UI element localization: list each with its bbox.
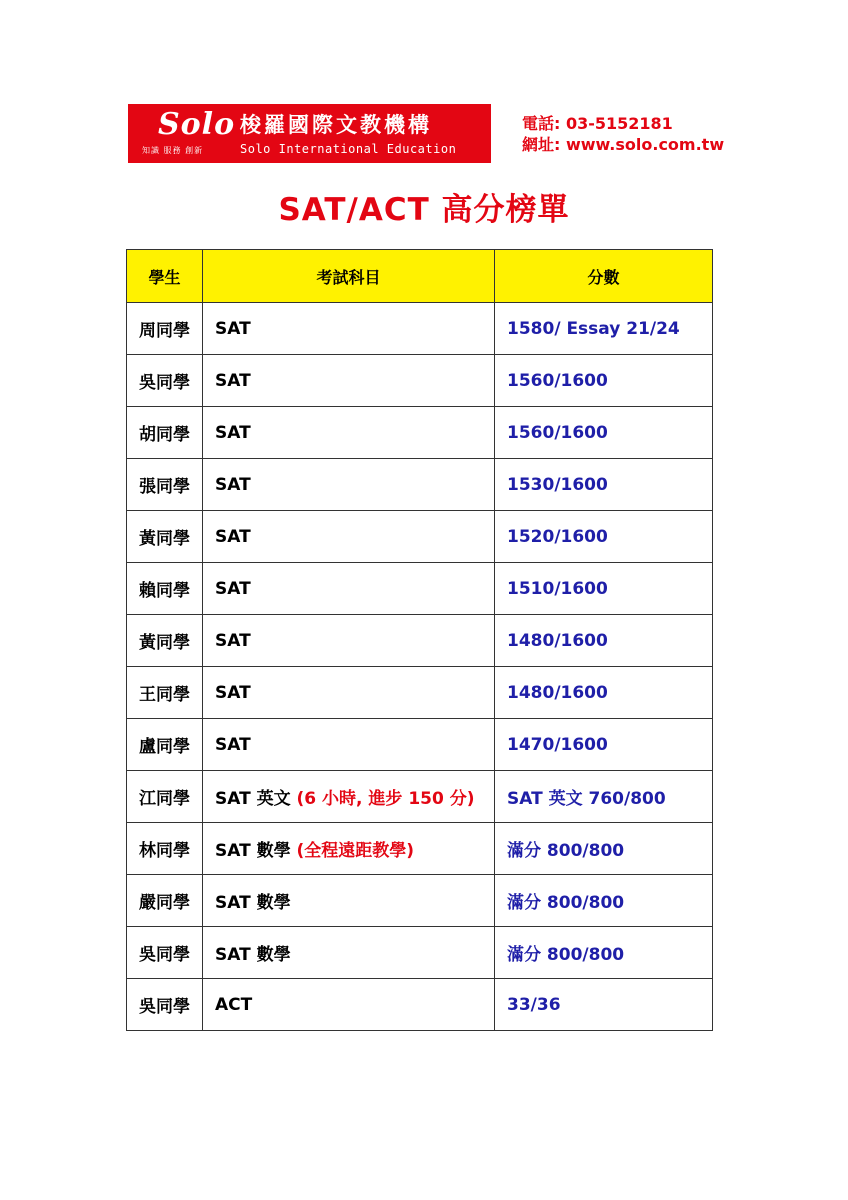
table-row bbox=[127, 563, 713, 615]
subject-text: SAT bbox=[215, 422, 251, 443]
contact-info bbox=[522, 113, 724, 155]
subject-text: SAT 數學 bbox=[215, 841, 297, 861]
cell-student: 嚴同學 bbox=[127, 875, 203, 927]
cell-subject bbox=[203, 719, 495, 771]
table-row bbox=[127, 667, 713, 719]
cell-student: 吳同學 bbox=[127, 927, 203, 979]
cell-student: 周同學 bbox=[127, 303, 203, 355]
table-row bbox=[127, 979, 713, 1031]
scores-table bbox=[126, 249, 713, 1031]
cell-subject bbox=[203, 615, 495, 667]
cell-subject bbox=[203, 355, 495, 407]
cell-subject bbox=[203, 771, 495, 823]
logo-banner bbox=[128, 104, 491, 163]
table-row bbox=[127, 615, 713, 667]
page-title: SAT/ACT 高分榜單 bbox=[278, 192, 570, 228]
table-row bbox=[127, 459, 713, 511]
table-row bbox=[127, 927, 713, 979]
table-row bbox=[127, 875, 713, 927]
cell-student: 黃同學 bbox=[127, 511, 203, 563]
header-subject: 考試科目 bbox=[203, 250, 495, 303]
contact-phone: 電話: 03-5152181 bbox=[522, 114, 673, 133]
table-row bbox=[127, 407, 713, 459]
cell-score: SAT 英文 760/800 bbox=[495, 771, 713, 823]
cell-subject bbox=[203, 979, 495, 1031]
cell-subject bbox=[203, 927, 495, 979]
cell-student: 賴同學 bbox=[127, 563, 203, 615]
table-row bbox=[127, 511, 713, 563]
cell-score: 1480/1600 bbox=[495, 667, 713, 719]
logo-brand: Solo bbox=[158, 107, 236, 142]
cell-score: 1510/1600 bbox=[495, 563, 713, 615]
subject-note: (全程遠距教學) bbox=[296, 841, 415, 861]
cell-student: 林同學 bbox=[127, 823, 203, 875]
cell-subject bbox=[203, 563, 495, 615]
cell-subject bbox=[203, 511, 495, 563]
cell-score: 滿分 800/800 bbox=[495, 823, 713, 875]
table-row bbox=[127, 823, 713, 875]
cell-score: 滿分 800/800 bbox=[495, 927, 713, 979]
cell-score: 1470/1600 bbox=[495, 719, 713, 771]
cell-subject bbox=[203, 303, 495, 355]
cell-student: 吳同學 bbox=[127, 355, 203, 407]
table-row bbox=[127, 303, 713, 355]
cell-score: 1560/1600 bbox=[495, 355, 713, 407]
cell-score: 1530/1600 bbox=[495, 459, 713, 511]
table-header-row bbox=[127, 250, 713, 303]
subject-text: SAT 數學 bbox=[215, 945, 291, 965]
cell-student: 黃同學 bbox=[127, 615, 203, 667]
contact-website[interactable]: 網址: www.solo.com.tw bbox=[522, 135, 725, 154]
cell-score: 33/36 bbox=[495, 979, 713, 1031]
subject-text: SAT bbox=[215, 318, 251, 339]
subject-text: SAT 數學 bbox=[215, 893, 291, 913]
subject-text: SAT 英文 bbox=[215, 789, 297, 809]
cell-subject bbox=[203, 407, 495, 459]
logo-name-cn: 梭羅國際文教機構 bbox=[240, 112, 432, 137]
table-row bbox=[127, 771, 713, 823]
cell-student: 盧同學 bbox=[127, 719, 203, 771]
cell-score: 1580/ Essay 21/24 bbox=[495, 303, 713, 355]
header-score: 分數 bbox=[495, 250, 713, 303]
logo-tagline: 知識 服務 創新 bbox=[142, 146, 204, 155]
cell-score: 1520/1600 bbox=[495, 511, 713, 563]
cell-student: 吳同學 bbox=[127, 979, 203, 1031]
table-row bbox=[127, 719, 713, 771]
subject-text: SAT bbox=[215, 734, 251, 755]
table-row bbox=[127, 355, 713, 407]
subject-text: SAT bbox=[215, 474, 251, 495]
cell-student: 王同學 bbox=[127, 667, 203, 719]
header-student: 學生 bbox=[127, 250, 203, 303]
cell-subject bbox=[203, 875, 495, 927]
cell-subject bbox=[203, 667, 495, 719]
logo-name-en: Solo International Education bbox=[240, 142, 457, 156]
cell-score: 滿分 800/800 bbox=[495, 875, 713, 927]
subject-note: (6 小時, 進步 150 分) bbox=[296, 789, 475, 809]
table-body bbox=[127, 303, 713, 1031]
subject-text: SAT bbox=[215, 578, 251, 599]
subject-text: SAT bbox=[215, 682, 251, 703]
cell-score: 1480/1600 bbox=[495, 615, 713, 667]
cell-student: 胡同學 bbox=[127, 407, 203, 459]
subject-text: ACT bbox=[215, 994, 253, 1015]
subject-text: SAT bbox=[215, 526, 251, 547]
cell-subject bbox=[203, 823, 495, 875]
cell-student: 江同學 bbox=[127, 771, 203, 823]
cell-score: 1560/1600 bbox=[495, 407, 713, 459]
subject-text: SAT bbox=[215, 370, 251, 391]
subject-text: SAT bbox=[215, 630, 251, 651]
cell-subject bbox=[203, 459, 495, 511]
cell-student: 張同學 bbox=[127, 459, 203, 511]
